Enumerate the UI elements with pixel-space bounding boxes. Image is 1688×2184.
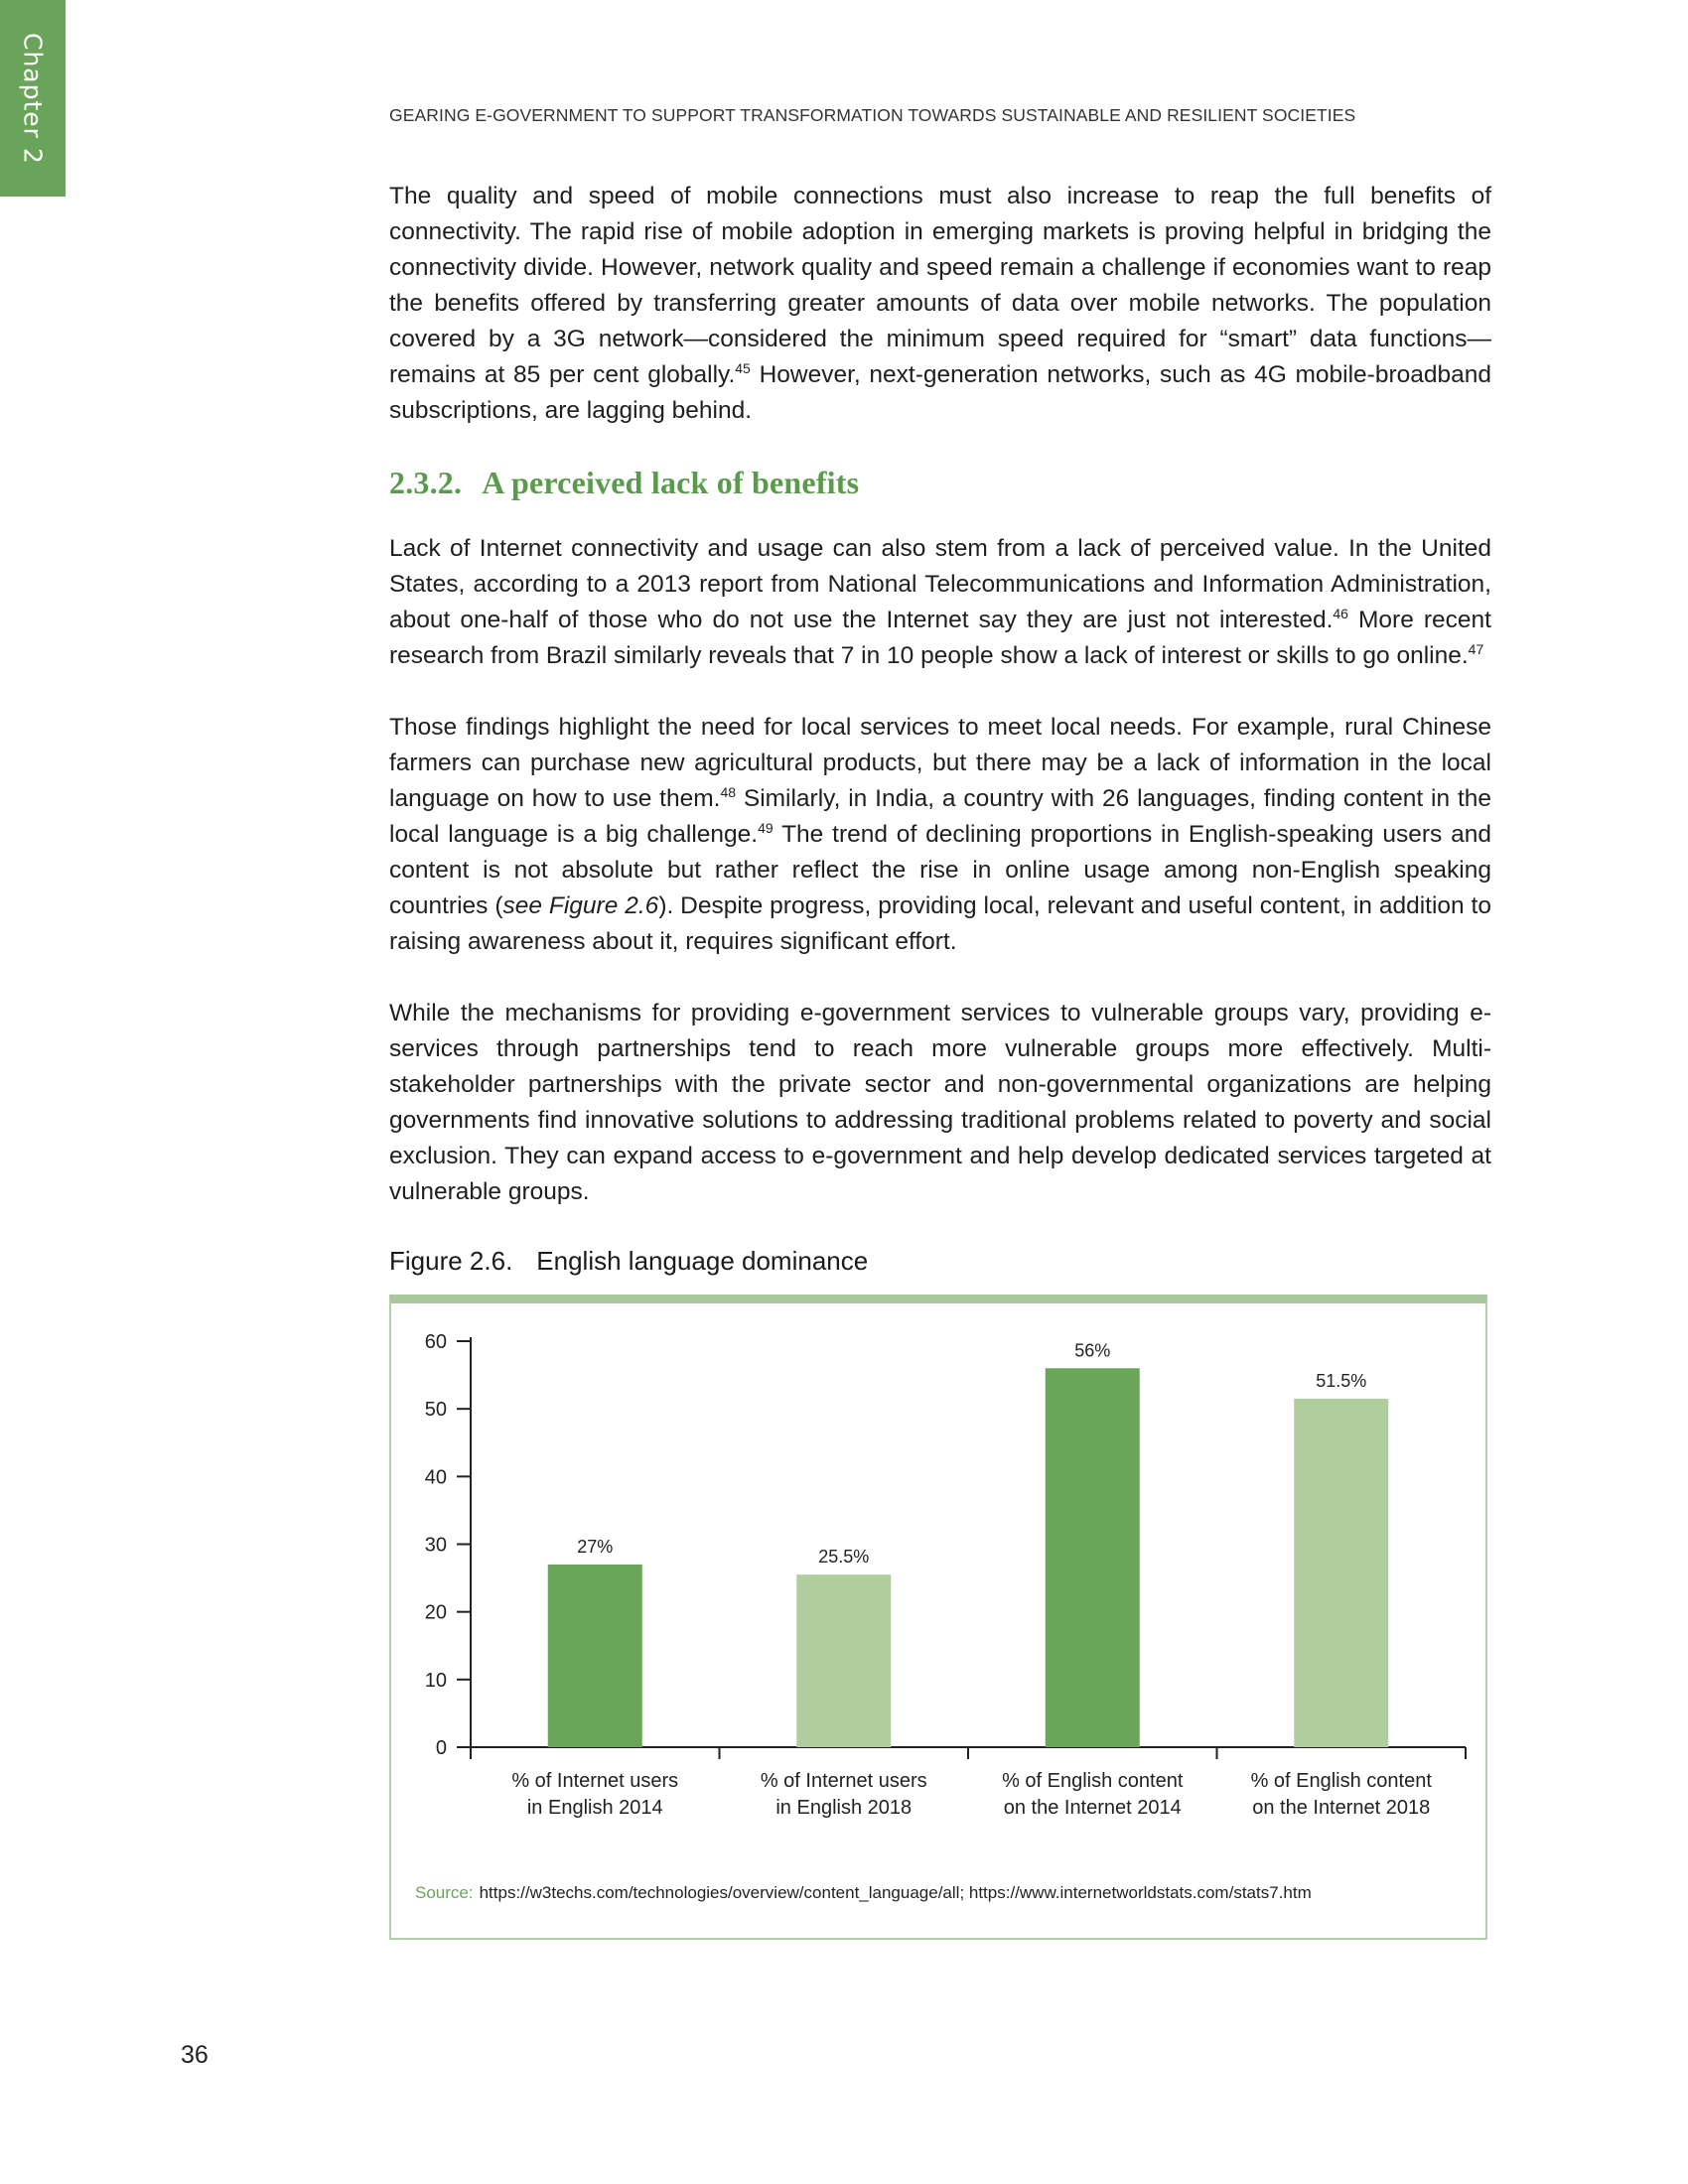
y-tick-label-40: 40 [424,1466,447,1489]
y-tick-label-0: 0 [435,1737,447,1759]
paragraph-3 [389,710,1491,960]
figure-box [389,1295,1487,1940]
x-category-label-3-line-2: on the Internet 2014 [1003,1797,1182,1819]
bar-value-label-2: 25.5% [818,1547,870,1568]
figure-reference: see Figure 2.6 [502,892,659,919]
x-category-label-2-line-2: in English 2018 [775,1797,913,1819]
running-header: GEARING E-GOVERNMENT TO SUPPORT TRANSFORMATION TOWARDS SUSTAINABLE AND RESILIENT SOCIETIES [389,105,1356,125]
bar-2 [796,1574,891,1747]
bar-value-label-3: 56% [1074,1340,1111,1361]
x-category-label-3-line-1: % of English content [1002,1770,1184,1792]
footnote-ref-46: 46 [1333,605,1348,621]
section-heading [389,465,1491,501]
page-number: 36 [181,2041,209,2069]
bar-4 [1294,1399,1388,1747]
bar-3 [1046,1368,1140,1747]
paragraph-2-text-b: More recent research from Brazil similarly reveals that 7 in 10 people show a lack of interest or skills to go online. [389,607,1491,669]
figure-source [415,1883,1312,1903]
footnote-ref-45: 45 [735,359,751,376]
footnote-ref-47: 47 [1468,640,1484,657]
section-title: A perceived lack of benefits [482,465,860,500]
chapter-tab [0,0,66,197]
bar-value-label-1: 27% [577,1536,614,1557]
x-category-label-4-line-1: % of English content [1250,1770,1432,1792]
paragraph-3-text-d: ). Despite progress, providing local, relevant and useful content, in addition to raising awareness about it, requires significant effort. [389,892,1491,955]
figure-caption [389,1246,1491,1277]
y-tick-label-20: 20 [424,1601,447,1624]
paragraph-2-text-a: Lack of Internet connectivity and usage can also stem from a lack of perceived value. In the United States, according to a 2013 report from National Telecommunications and Information Administration, about one-half of those who do not use the Internet say they are just not interested. [389,535,1491,633]
source-text: https://w3techs.com/technologies/overview/content_language/all; https://www.internetworldstats.com/stats7.htm [479,1883,1312,1902]
y-tick-label-60: 60 [424,1331,447,1353]
paragraph-3-text-c: The trend of declining proportions in English-speaking users and content is not absolute but rather reflect the rise in online usage among non-English speaking countries ( [389,821,1491,919]
x-category-label-4-line-2: on the Internet 2018 [1252,1797,1431,1819]
figure-number: Figure 2.6. [389,1246,513,1276]
y-tick-label-30: 30 [424,1534,447,1557]
x-category-label-1-line-2: in English 2014 [526,1797,663,1819]
bar-1 [548,1565,642,1747]
paragraph-3-text-a: Those findings highlight the need for local services to meet local needs. For example, rural Chinese farmers can purchase new agricultural products, but there may be a lack of information in the local language on how to use them. [389,714,1491,812]
paragraph-4: While the mechanisms for providing e-government services to vulnerable groups vary, providing e-services through partnerships tend to reach more vulnerable groups more effectively. Multi-stakeholder partnerships with the private sector and non-governmental organizations are helping governments find innovative solutions to addressing traditional problems related to poverty and social exclusion. They can expand access to e-government and help develop dedicated services targeted at vulnerable groups. [389,1000,1491,1205]
x-category-label-2-line-1: % of Internet users [760,1770,927,1792]
paragraph-1-text-a: The quality and speed of mobile connections must also increase to reap the full benefits of connectivity. The rapid rise of mobile adoption in emerging markets is proving helpful in bridging the connectivity divide. However, network quality and speed remain a challenge if economies want to reap the benefits offered by transferring greater amounts of data over mobile networks. The population covered by a 3G network—considered the minimum speed required for “smart” data functions—remains at 85 per cent globally. [389,183,1491,388]
paragraph-2 [389,531,1491,674]
x-category-label-1-line-1: % of Internet users [511,1770,679,1792]
footnote-ref-48: 48 [720,783,737,800]
paragraph-1 [389,179,1491,429]
paragraph-1-text-b: However, next-generation networks, such as 4G mobile-broadband subscriptions, are lagging behind. [389,361,1491,424]
y-tick-label-50: 50 [424,1399,447,1422]
figure-title: English language dominance [536,1246,869,1276]
y-tick-label-10: 10 [424,1669,447,1692]
footnote-ref-49: 49 [758,819,774,836]
main-content [389,179,1491,1940]
section-number: 2.3.2. [389,465,463,500]
source-label: Source: [415,1883,474,1902]
bar-value-label-4: 51.5% [1316,1370,1367,1391]
chapter-tab-label: Chapter 2 [18,32,48,165]
bar-chart [391,1303,1485,1940]
paragraph-3-text-b: Similarly, in India, a country with 26 languages, finding content in the local language is a big challenge. [389,785,1492,848]
